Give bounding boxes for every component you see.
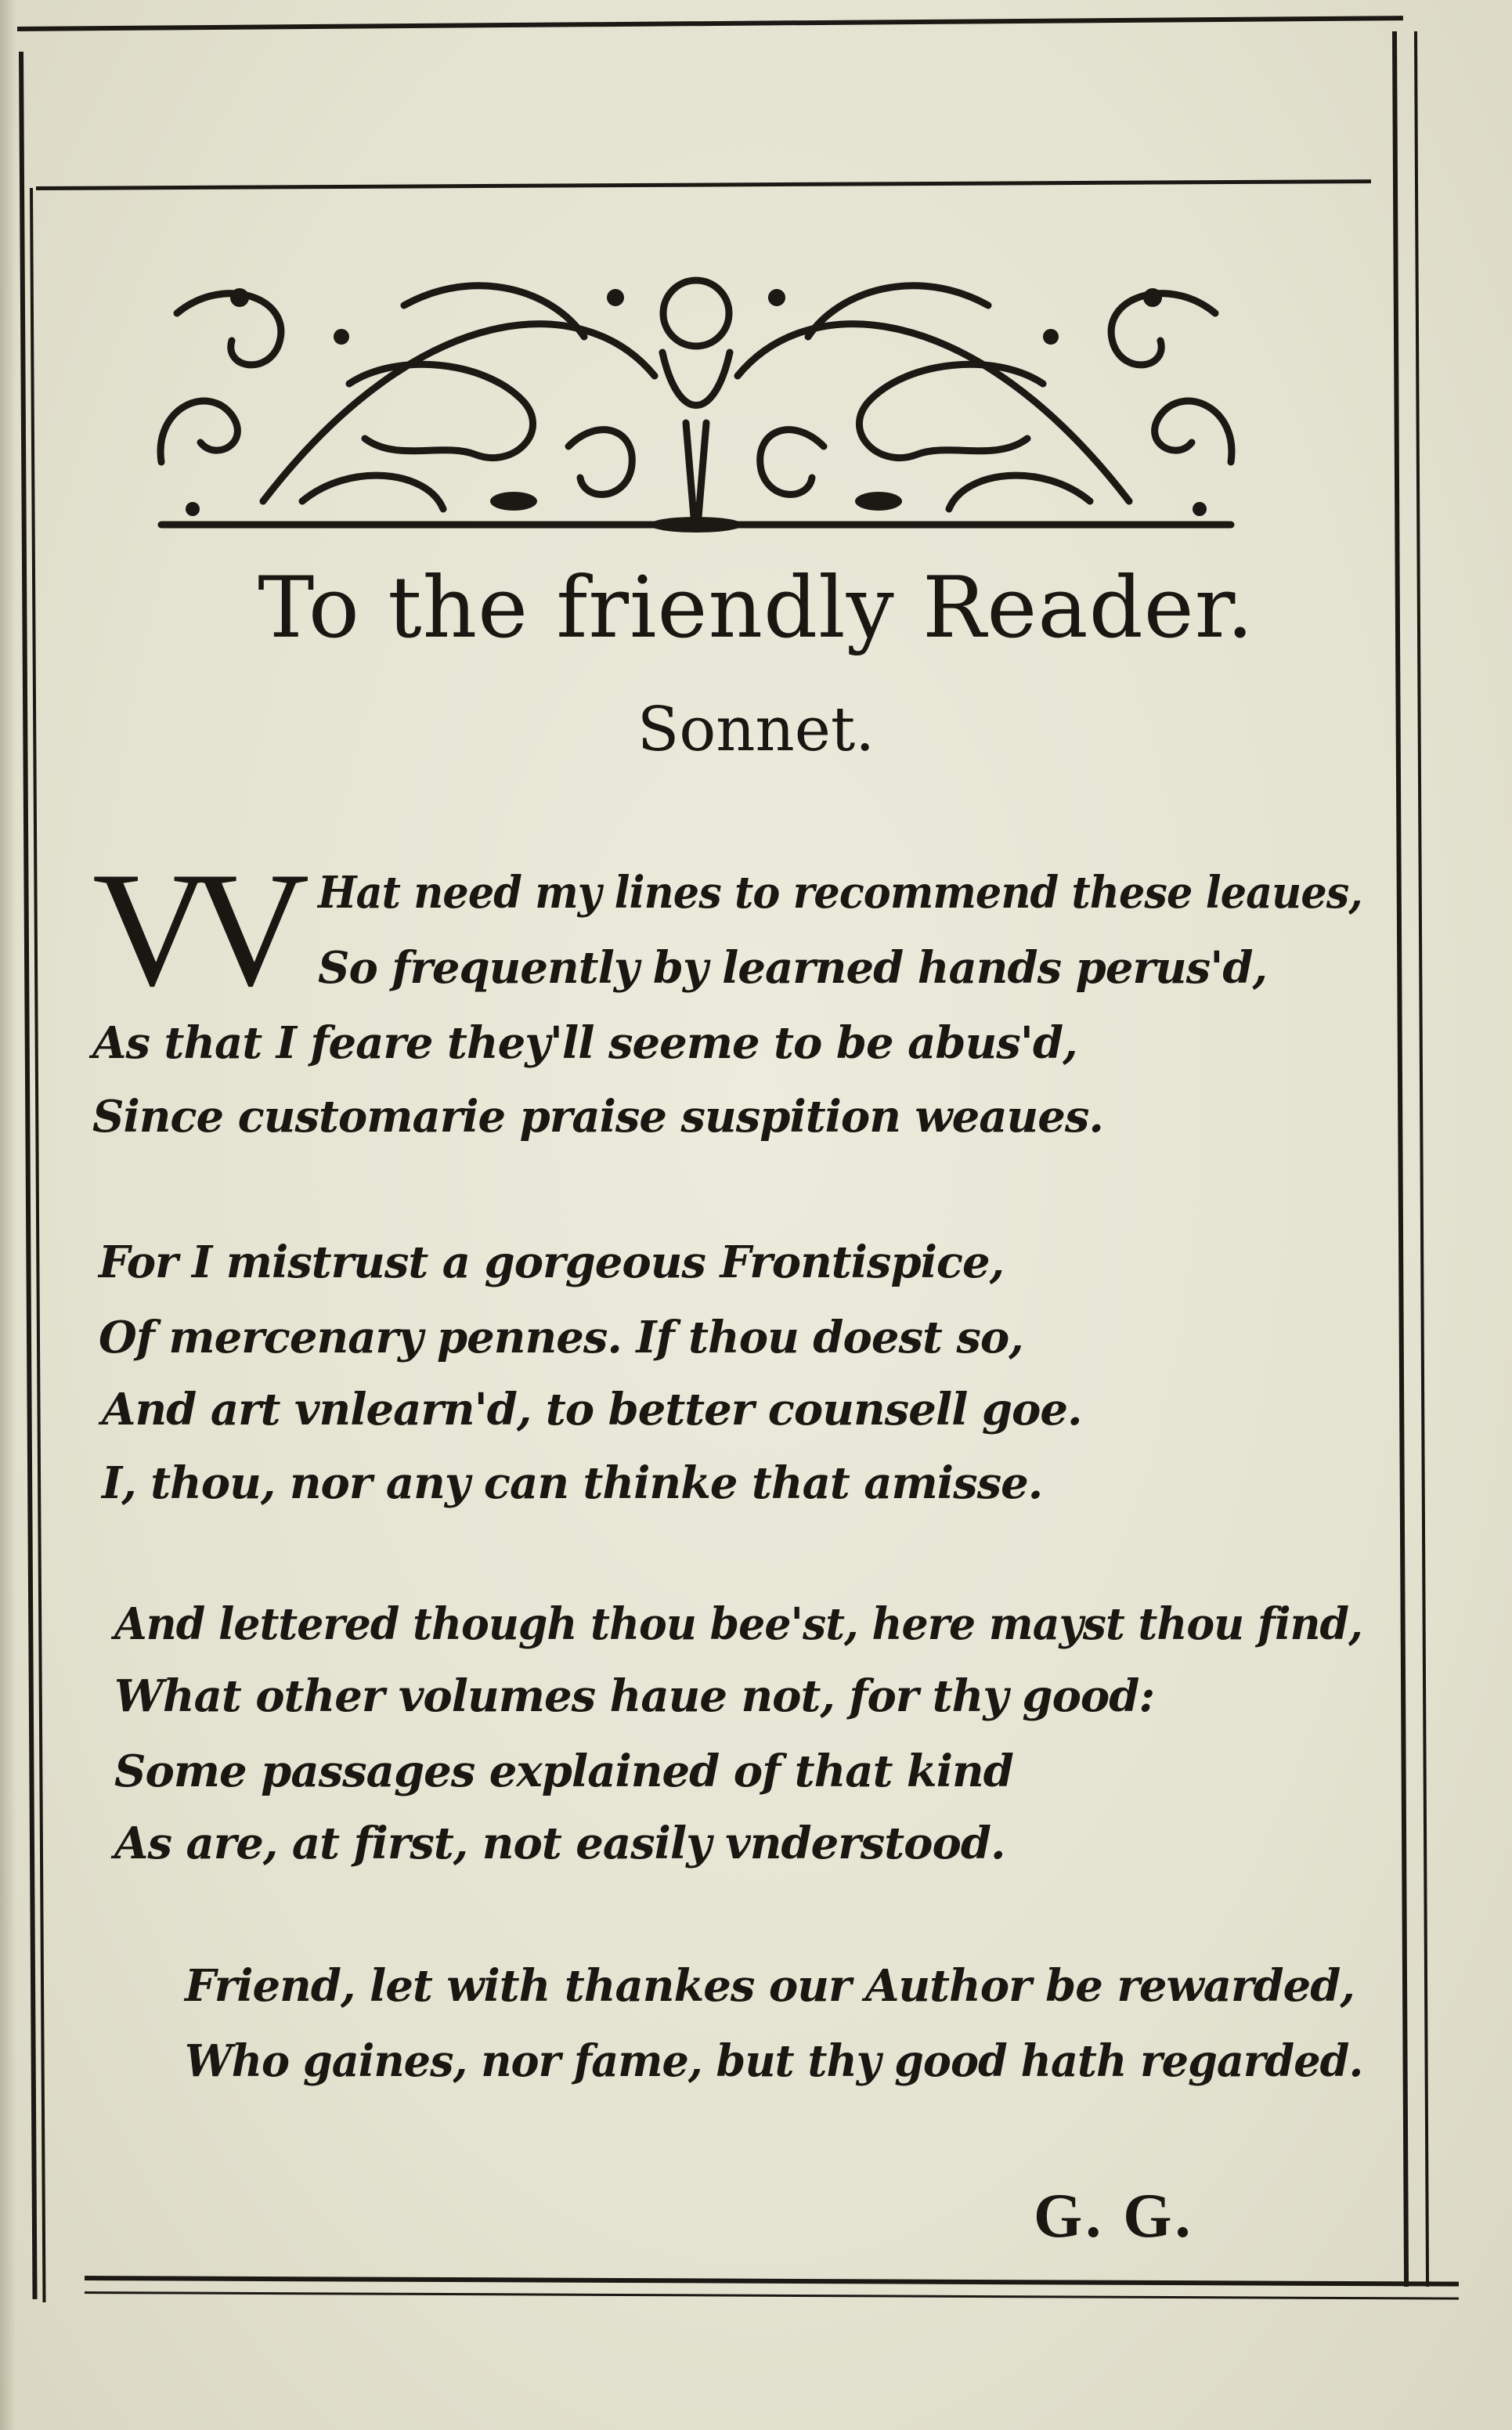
- poem-line: Since customarie praise suspition weaues.: [92, 1091, 1103, 1143]
- poem-line: What other volumes haue not, for thy good:: [114, 1670, 1155, 1722]
- poem-line: For I mistrust a gorgeous Frontispice,: [99, 1237, 1005, 1288]
- poem-subtitle: Sonnet.: [637, 695, 875, 765]
- poem-line: Of mercenary pennes. If thou doest so,: [99, 1312, 1023, 1363]
- poem-line: Who gaines, nor fame, but thy good hath regarded.: [185, 2035, 1363, 2087]
- poem-line: As are, at first, not easily vnderstood.: [114, 1818, 1005, 1869]
- poem-line: Friend, let with thankes our Author be rewarded,: [185, 1960, 1355, 2012]
- poem-line: So frequently by learned hands perus'd,: [318, 942, 1268, 994]
- poem-line: And lettered though thou bee'st, here mayst thou find,: [114, 1598, 1362, 1650]
- poem-line: As that I feare they'll seeme to be abus'd,: [92, 1017, 1077, 1069]
- poem-line: I, thou, nor any can thinke that amisse.: [102, 1457, 1043, 1509]
- poem-line: Hat need my lines to recommend these leaues,: [318, 867, 1362, 919]
- page-title: To the friendly Reader.: [258, 559, 1254, 657]
- poem-line: And art vnlearn'd, to better counsell goe.: [102, 1384, 1082, 1435]
- author-signature: G. G.: [1034, 2182, 1194, 2251]
- drop-cap-initial: VV: [92, 839, 290, 1020]
- poem-line: Some passages explained of that kind: [114, 1746, 1013, 1797]
